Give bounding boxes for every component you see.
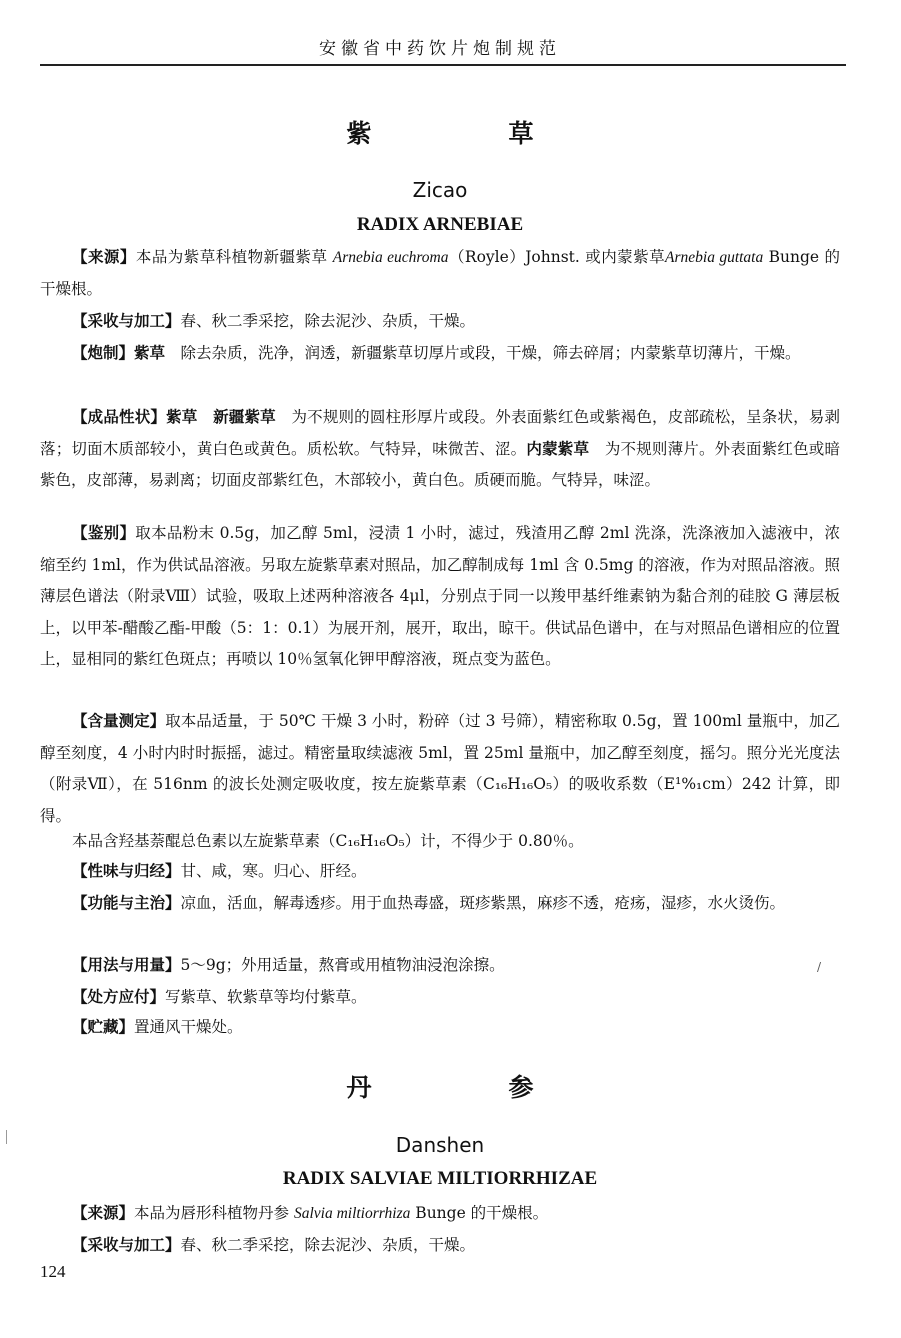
species-salvia-miltiorrhiza: Salvia miltiorrhiza [293, 1205, 411, 1222]
source-text-a: 本品为紫草科植物新疆紫草 [135, 248, 333, 266]
assay-text: 取本品适量，于 50℃ 干燥 3 小时，粉碎（过 3 号筛），精密称取 0.5g，置 100ml 量瓶中，加乙醇至刻度，4 小时内时时振摇，滤过。精密量取续滤液 5ml，置 25ml 量瓶中，加乙醇至刻度，摇匀。照分光光度法（附录Ⅶ），在 516nm 的波长处测定吸收度，按左旋紫草素（C₁₆H₁₆O₅）的吸收系数（E¹%₁cm）242 计算，即得。 [40, 712, 840, 825]
assay-label: 【含量测定】 [72, 712, 166, 730]
characteristics-text-xinjiang: 为不规则的圆柱形厚片或段。外表面紫红色或紫褐色，皮部疏松，呈条状，易剥落；切面木质部较小，黄白色或黄色。质松软。气特异，味微苦、涩。 [40, 408, 840, 458]
storage-label: 【贮藏】 [72, 1018, 135, 1036]
margin-tick [6, 1130, 7, 1144]
characteristics-subhead-neimeng: 内蒙紫草 [526, 439, 590, 458]
section-harvest-danshen [40, 1230, 840, 1262]
content-requirement: 本品含羟基萘醌总色素以左旋紫草素（C₁₆H₁₆O₅）计，不得少于 0.80％。 [72, 832, 584, 850]
section-nature [40, 856, 840, 888]
section-characteristics [40, 402, 840, 497]
entry-title-zicao: 紫 草 [346, 119, 590, 148]
storage-text: 置通风干燥处。 [134, 1018, 243, 1036]
entry-pinyin-zicao: Zicao [412, 178, 468, 202]
characteristics-text-neimeng: 为不规则薄片。外表面紫红色或暗紫色，皮部薄，易剥离；切面皮部紫红色，木部较小，黄白色。质硬而脆。气特异，味涩。 [40, 439, 840, 489]
section-source [40, 242, 840, 305]
entry-latin-zicao: RADIX ARNEBIAE [356, 214, 524, 235]
source-text-b: （Royle）Johnst. 或内蒙紫草 [448, 248, 666, 266]
identification-text: 取本品粉末 0.5g，加乙醇 5ml，浸渍 1 小时，滤过，残渣用乙醇 2ml 洗涤，洗涤液加入滤液中，浓缩至约 1ml，作为供试品溶液。另取左旋紫草素对照品，加乙醇制成每 1ml 含 0.5mg 的溶液，作为对照品溶液。照薄层色谱法（附录Ⅷ）试验，吸取上述两种溶液各 4μl，分别点于同一以羧甲基纤维素钠为黏合剂的硅胶 G 薄层板上，以甲苯-醋酸乙酯-甲酸（5：1：0.1）为展开剂，展开，取出，晾干。供试品色谱中，在与对照品色谱相应的位置上，显相同的紫红色斑点；再喷以 10％氢氧化钾甲醇溶液，斑点变为蓝色。 [40, 524, 840, 668]
nature-label: 【性味与归经】 [72, 862, 181, 880]
species-arnebia-guttata: Arnebia guttata [665, 249, 764, 266]
processing-subhead: 紫草 [134, 344, 166, 362]
running-header: 安徽省中药饮片炮制规范 [319, 39, 561, 59]
nature-text: 甘、咸，寒。归心、肝经。 [180, 862, 367, 880]
source-label-danshen: 【来源】 [72, 1204, 135, 1222]
source-label: 【来源】 [72, 248, 136, 266]
characteristics-subhead-xinjiang: 紫草 新疆紫草 [166, 408, 276, 426]
functions-label: 【功能与主治】 [72, 894, 181, 912]
species-arnebia-euchroma: Arnebia euchroma [332, 249, 449, 266]
harvest-text-danshen: 春、秋二季采挖，除去泥沙、杂质，干燥。 [180, 1236, 476, 1254]
stray-pen-mark: / [817, 960, 822, 974]
section-functions [40, 888, 840, 920]
source-text-c: Bunge 的干燥根。 [40, 248, 840, 298]
processing-text: 除去杂质，洗净，润透，新疆紫草切厚片或段，干燥，筛去碎屑；内蒙紫草切薄片，干燥。 [165, 344, 801, 362]
section-storage [40, 1012, 840, 1044]
prescription-text: 写紫草、软紫草等均付紫草。 [165, 988, 367, 1006]
section-source-danshen [40, 1198, 840, 1230]
processing-label: 【炮制】 [72, 344, 135, 362]
harvest-label: 【采收与加工】 [72, 312, 181, 330]
section-assay [40, 706, 840, 832]
entry-pinyin-danshen: Danshen [395, 1133, 485, 1157]
harvest-text: 春、秋二季采挖，除去泥沙、杂质，干燥。 [180, 312, 476, 330]
usage-label: 【用法与用量】 [72, 956, 181, 974]
section-harvest [40, 306, 840, 338]
functions-text: 凉血，活血，解毒透疹。用于血热毒盛，斑疹紫黑，麻疹不透，疮疡，湿疹，水火烫伤。 [180, 894, 786, 912]
usage-text: 5～9g；外用适量，熬膏或用植物油浸泡涂擦。 [180, 956, 505, 974]
section-usage [40, 950, 840, 982]
source-text-b-danshen: Bunge 的干燥根。 [410, 1204, 549, 1222]
section-identification [40, 518, 840, 676]
page-number: 124 [40, 1262, 66, 1281]
entry-latin-danshen: RADIX SALVIAE MILTIORRHIZAE [282, 1168, 598, 1189]
section-processing [40, 338, 840, 370]
source-text-a-danshen: 本品为唇形科植物丹参 [134, 1204, 294, 1222]
harvest-label-danshen: 【采收与加工】 [72, 1236, 181, 1254]
section-prescription [40, 982, 840, 1014]
entry-title-danshen: 丹 参 [346, 1073, 590, 1102]
identification-label: 【鉴别】 [72, 524, 136, 542]
characteristics-label: 【成品性状】 [72, 408, 167, 426]
header-rule [40, 64, 846, 66]
prescription-label: 【处方应付】 [72, 988, 166, 1006]
